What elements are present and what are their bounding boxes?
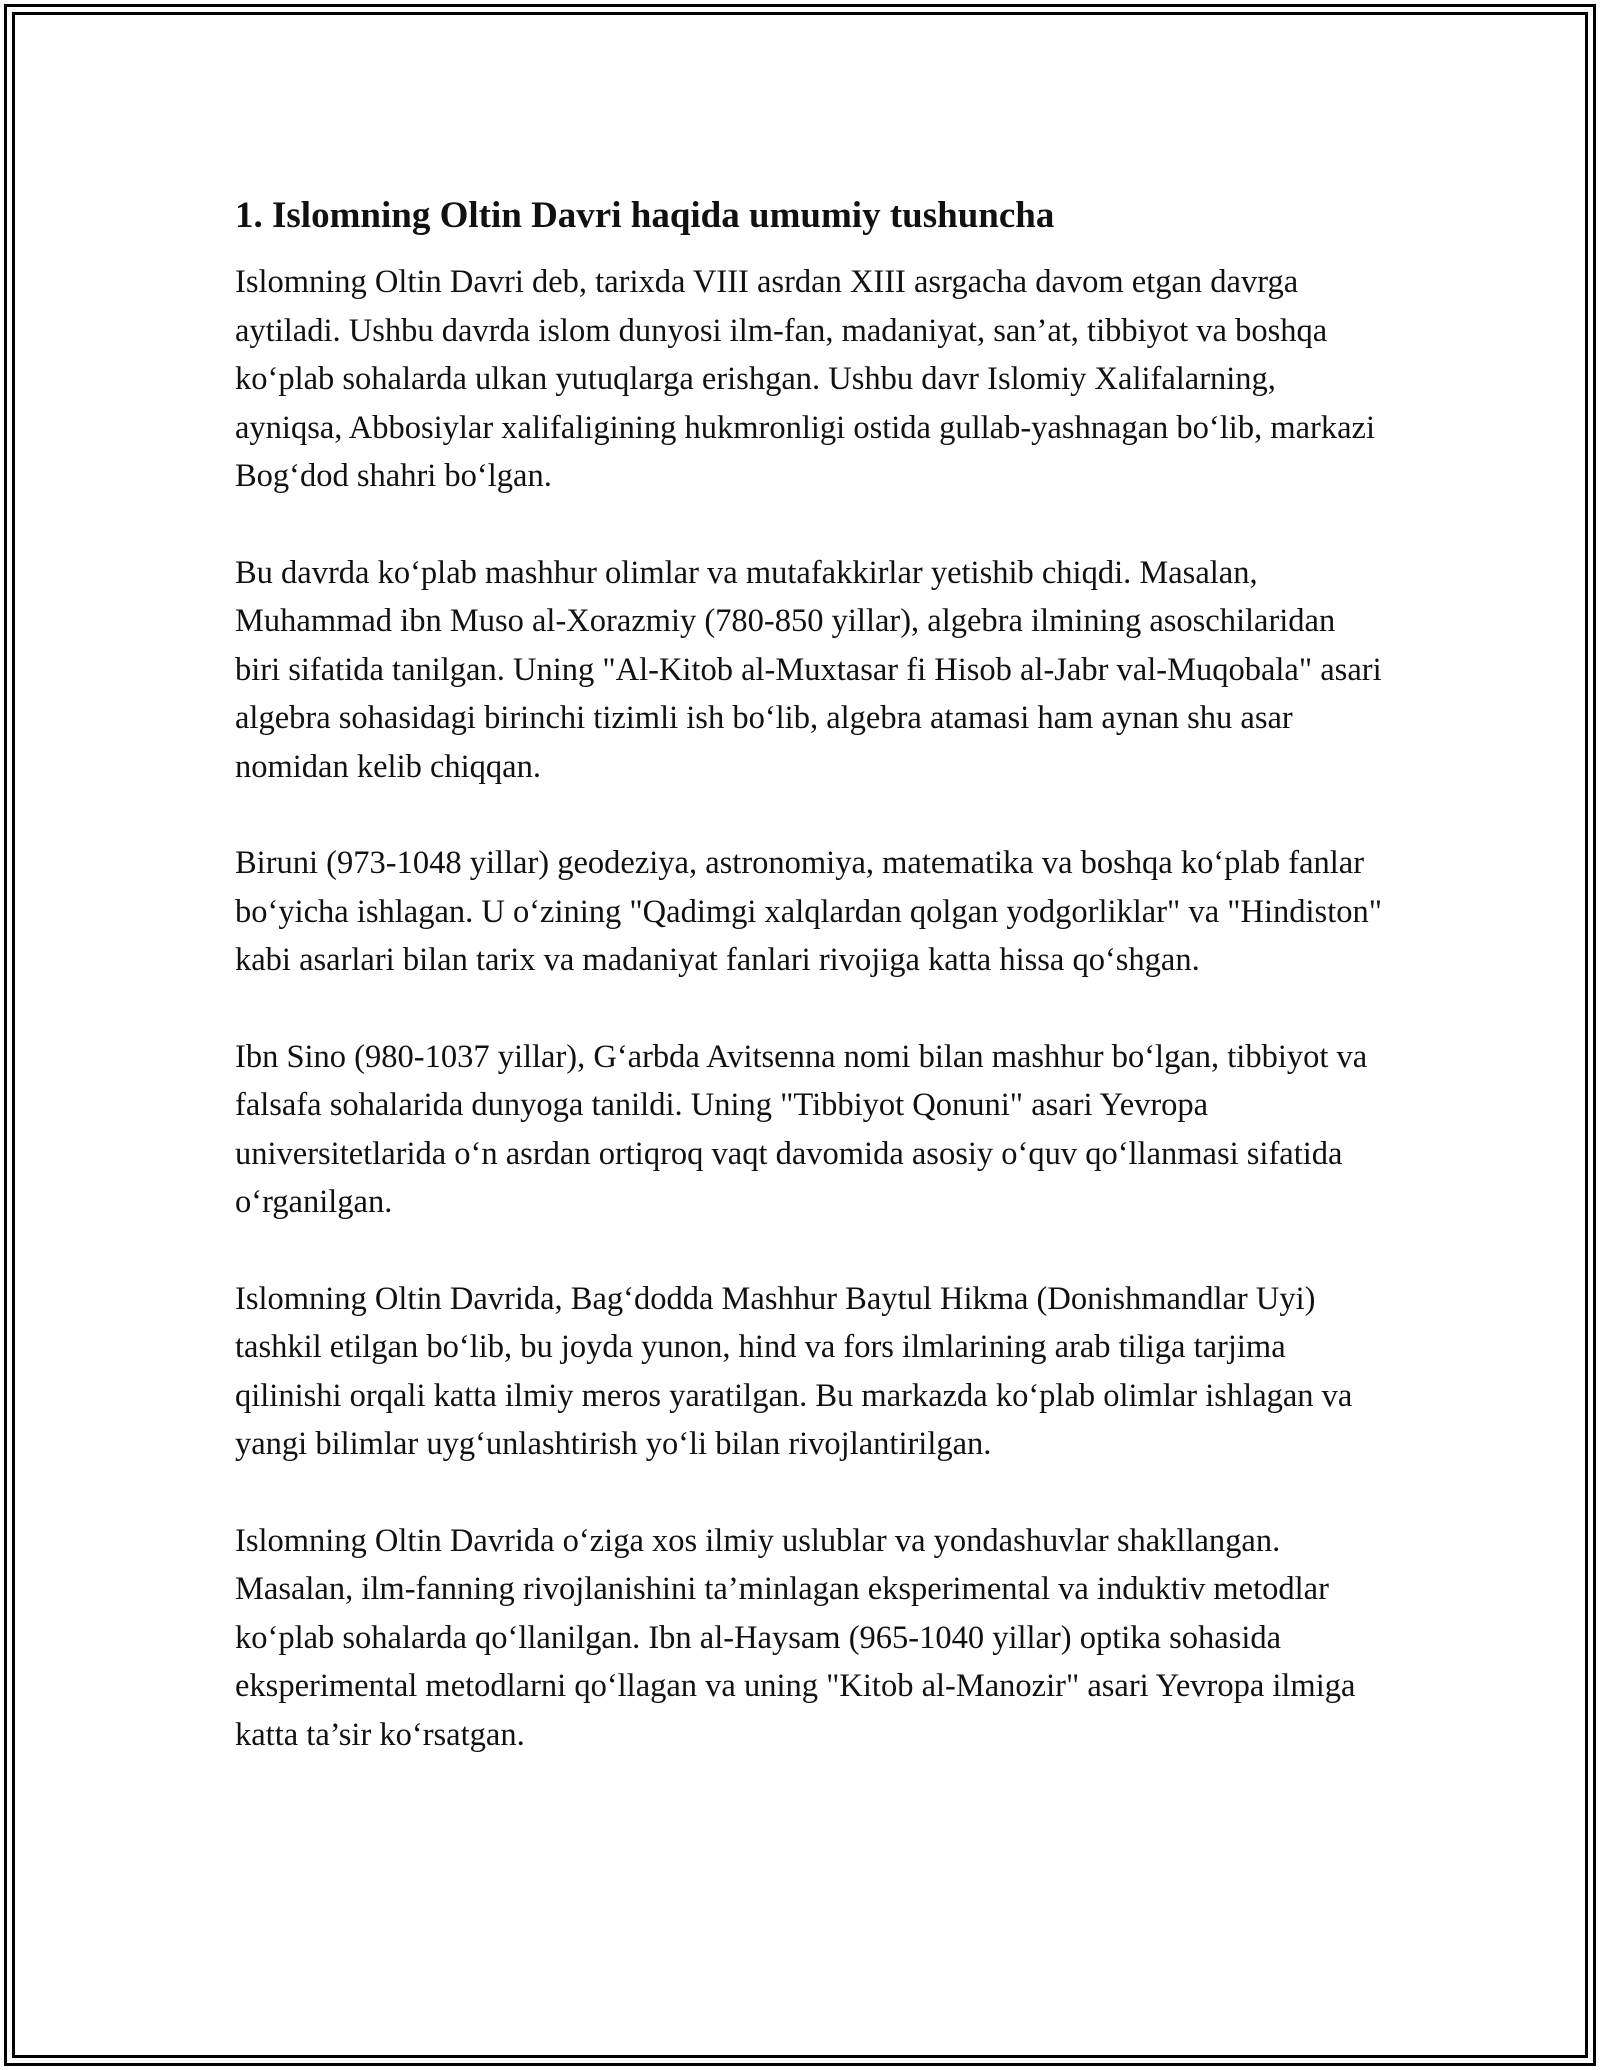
paragraph-methods: Islomning Oltin Davrida o‘ziga xos ilmiy uslublar va yondashuvlar shakllangan. Masalan, ilm-fanning rivojlanishini ta’minlagan eksperimental va induktiv metodlar ko‘plab sohalarda qo‘llanilgan. Ibn al-Haysam (965-1040 yillar) optika sohasida eksperimental metodlarni qo‘llagan va uning "Kitob al-Manozir" asari Yevropa ilmiga katta ta’sir ko‘rsatgan.	[235, 1522, 1356, 1753]
paragraph-ibn-sino: Ibn Sino (980-1037 yillar), G‘arbda Avitsenna nomi bilan mashhur bo‘lgan, tibbiyot va falsafa sohalarida dunyoga tanildi. Uning "Tibbiyot Qonuni" asari Yevropa universitetlarida o‘n asrdan ortiqroq vaqt davomida asosiy o‘quv qo‘llanmasi sifatida o‘rganilgan.	[235, 1038, 1368, 1220]
paragraph-biruni: Biruni (973-1048 yillar) geodeziya, astronomiya, matematika va boshqa ko‘plab fanlar bo‘yicha ishlagan. U o‘zining "Qadimgi xalqlardan qolgan yodgorliklar" va "Hindiston" kabi asarlari bilan tarix va madaniyat fanlari rivojiga katta hissa qo‘shgan.	[235, 845, 1382, 978]
section-heading: 1. Islomning Oltin Davri haqida umumiy tushuncha	[235, 195, 1055, 236]
paragraph-xorazmiy: Bu davrda ko‘plab mashhur olimlar va mutafakkirlar yetishib chiqdi. Masalan, Muhammad ibn Muso al-Xorazmiy (780-850 yillar), algebra ilmining asoschilaridan biri sifatida tanilgan. Uning "Al-Kitob al-Muxtasar fi Hisob al-Jabr val-Muqobala" asari algebra sohasidagi birinchi tizimli ish bo‘lib, algebra atamasi ham aynan shu asar nomidan kelib chiqqan.	[235, 554, 1382, 785]
document-body	[235, 190, 1385, 1807]
paragraph-intro: Islomning Oltin Davri deb, tarixda VIII asrdan XIII asrgacha davom etgan davrga aytiladi. Ushbu davrda islom dunyosi ilm-fan, madaniyat, san’at, tibbiyot va boshqa ko‘plab sohalarda ulkan yutuqlarga erishgan. Ushbu davr Islomiy Xalifalarning, ayniqsa, Abbosiylar xalifaligining hukmronligi ostida gullab-yashnagan bo‘lib, markazi Bog‘dod shahri bo‘lgan.	[235, 264, 1375, 494]
paragraph-baytul-hikma: Islomning Oltin Davrida, Bag‘dodda Mashhur Baytul Hikma (Donishmandlar Uyi) tashkil etilgan bo‘lib, bu joyda yunon, hind va fors ilmlarining arab tiliga tarjima qilinishi orqali katta ilmiy meros yaratilgan. Bu markazda ko‘plab olimlar ishlagan va yangi bilimlar uyg‘unlashtirish yo‘li bilan rivojlantirilgan.	[235, 1280, 1353, 1462]
